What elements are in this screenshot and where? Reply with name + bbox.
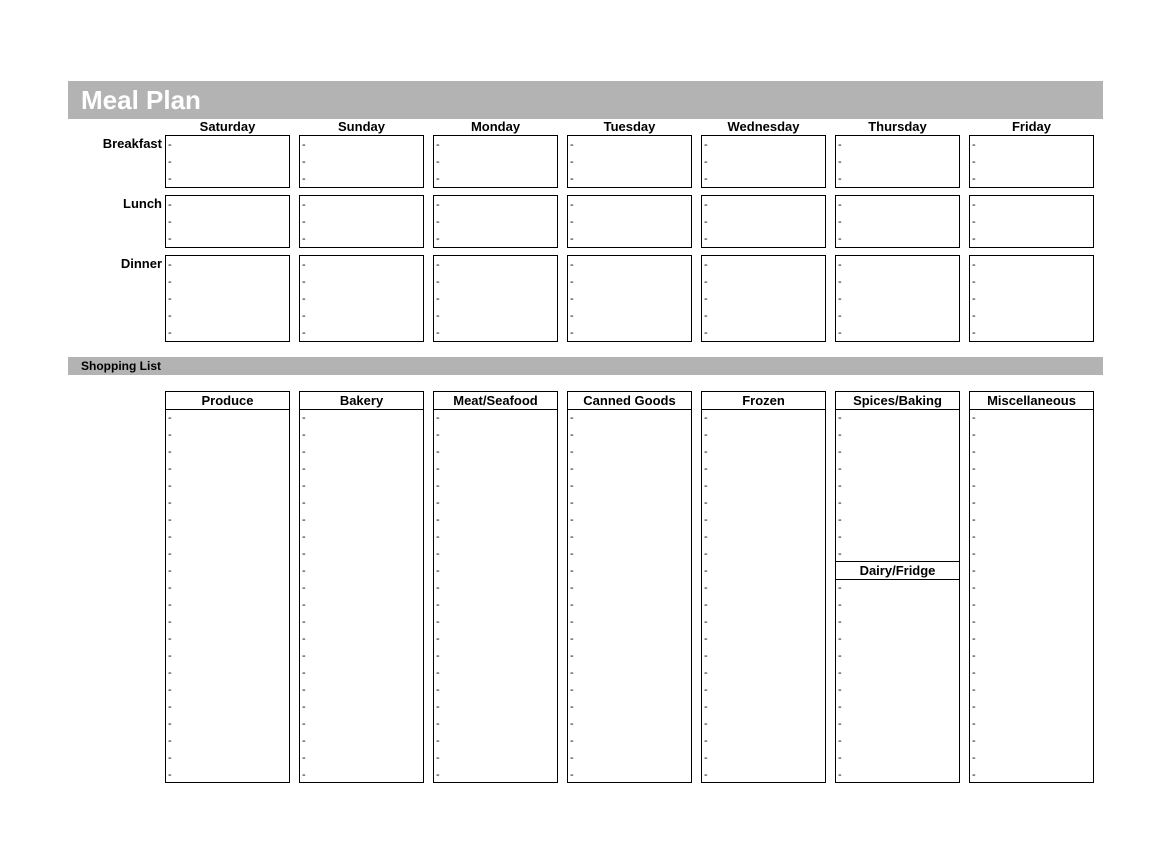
bullet-dash[interactable]: - [302, 446, 306, 458]
bullet-dash: - [704, 233, 708, 245]
bullet-dash[interactable]: - [168, 701, 172, 713]
bullet-dash[interactable]: - [972, 565, 976, 577]
shopping-column-header: Spices/Baking [836, 392, 959, 410]
bullet-dash: - [972, 293, 976, 305]
bullet-dash: - [436, 233, 440, 245]
bullet-dash[interactable]: - [838, 718, 842, 730]
bullet-dash[interactable]: - [838, 684, 842, 696]
bullet-dash[interactable]: - [838, 412, 842, 424]
bullet-dash[interactable]: - [570, 565, 574, 577]
bullet-dash[interactable]: - [570, 718, 574, 730]
bullet-dash[interactable]: - [436, 718, 440, 730]
bullet-dash[interactable]: - [704, 565, 708, 577]
bullet-dash[interactable]: - [168, 650, 172, 662]
bullet-dash: - [436, 259, 440, 271]
meal-cell-breakfast-thursday[interactable] [835, 135, 960, 188]
bullet-dash[interactable]: - [972, 412, 976, 424]
bullet-dash[interactable]: - [168, 497, 172, 509]
bullet-dash: - [704, 276, 708, 288]
bullet-dash: - [704, 173, 708, 185]
shopping-column-header: Miscellaneous [970, 392, 1093, 410]
bullet-dash: - [838, 173, 842, 185]
bullet-dash[interactable]: - [168, 463, 172, 475]
shopping-column-header: Produce [166, 392, 289, 410]
bullet-dash[interactable]: - [838, 548, 842, 560]
meal-cell-breakfast-saturday[interactable] [165, 135, 290, 188]
meal-label-dinner: Dinner [120, 256, 162, 271]
shopping-column-spices-baking [835, 391, 960, 783]
meal-cell-lunch-monday[interactable] [433, 195, 558, 248]
bullet-dash[interactable]: - [168, 582, 172, 594]
bullet-dash[interactable]: - [972, 616, 976, 628]
bullet-dash: - [570, 139, 574, 151]
bullet-dash: - [972, 327, 976, 339]
day-header-monday: Monday [470, 119, 521, 134]
bullet-dash[interactable]: - [168, 718, 172, 730]
bullet-dash: - [704, 199, 708, 211]
bullet-dash: - [570, 156, 574, 168]
bullet-dash[interactable]: - [302, 701, 306, 713]
bullet-dash[interactable]: - [972, 599, 976, 611]
shopping-column-header: Frozen [702, 392, 825, 410]
bullet-dash[interactable]: - [168, 752, 172, 764]
bullet-dash[interactable]: - [302, 718, 306, 730]
day-header-friday: Friday [1011, 119, 1051, 134]
bullet-dash[interactable]: - [704, 446, 708, 458]
bullet-dash[interactable]: - [704, 599, 708, 611]
bullet-dash[interactable]: - [436, 531, 440, 543]
day-header-wednesday: Wednesday [727, 119, 800, 134]
bullet-dash[interactable]: - [436, 412, 440, 424]
bullet-dash[interactable]: - [838, 446, 842, 458]
bullet-dash[interactable]: - [570, 480, 574, 492]
bullet-dash[interactable]: - [704, 412, 708, 424]
bullet-dash: - [972, 233, 976, 245]
bullet-dash: - [436, 327, 440, 339]
bullet-dash[interactable]: - [168, 633, 172, 645]
bullet-dash[interactable]: - [570, 599, 574, 611]
bullet-dash[interactable]: - [302, 650, 306, 662]
bullet-dash[interactable]: - [570, 548, 574, 560]
bullet-dash: - [168, 276, 172, 288]
meal-cell-breakfast-friday[interactable] [969, 135, 1094, 188]
bullet-dash: - [302, 156, 306, 168]
bullet-dash[interactable]: - [838, 429, 842, 441]
bullet-dash[interactable]: - [972, 429, 976, 441]
bullet-dash[interactable]: - [570, 412, 574, 424]
bullet-dash[interactable]: - [704, 684, 708, 696]
meal-label-lunch: Lunch [123, 196, 162, 211]
bullet-dash: - [302, 173, 306, 185]
bullet-dash[interactable]: - [972, 735, 976, 747]
bullet-dash[interactable]: - [302, 769, 306, 781]
bullet-dash: - [972, 139, 976, 151]
bullet-dash: - [436, 173, 440, 185]
bullet-dash: - [168, 310, 172, 322]
bullet-dash: - [972, 156, 976, 168]
bullet-dash: - [704, 216, 708, 228]
bullet-dash[interactable]: - [168, 735, 172, 747]
bullet-dash[interactable]: - [704, 616, 708, 628]
bullet-dash[interactable]: - [972, 480, 976, 492]
bullet-dash[interactable]: - [168, 429, 172, 441]
bullet-dash[interactable]: - [436, 735, 440, 747]
bullet-dash: - [972, 199, 976, 211]
meal-cell-dinner-wednesday[interactable] [701, 255, 826, 342]
bullet-dash: - [302, 259, 306, 271]
bullet-dash[interactable]: - [436, 582, 440, 594]
bullet-dash[interactable]: - [302, 633, 306, 645]
bullet-dash[interactable]: - [168, 599, 172, 611]
day-header-tuesday: Tuesday [603, 119, 656, 134]
bullet-dash: - [704, 156, 708, 168]
bullet-dash: - [436, 156, 440, 168]
bullet-dash[interactable]: - [168, 514, 172, 526]
shopping-column-produce [165, 391, 290, 783]
bullet-dash[interactable]: - [570, 735, 574, 747]
bullet-dash[interactable]: - [302, 565, 306, 577]
bullet-dash[interactable]: - [168, 565, 172, 577]
bullet-dash[interactable]: - [570, 616, 574, 628]
bullet-dash: - [436, 139, 440, 151]
bullet-dash[interactable]: - [704, 480, 708, 492]
bullet-dash: - [168, 259, 172, 271]
bullet-dash[interactable]: - [838, 752, 842, 764]
bullet-dash[interactable]: - [168, 480, 172, 492]
bullet-dash: - [972, 259, 976, 271]
bullet-dash[interactable]: - [972, 582, 976, 594]
bullet-dash[interactable]: - [838, 769, 842, 781]
shopping-column-miscellaneous [969, 391, 1094, 783]
bullet-dash[interactable]: - [168, 667, 172, 679]
bullet-dash: - [168, 139, 172, 151]
bullet-dash[interactable]: - [436, 633, 440, 645]
bullet-dash: - [436, 293, 440, 305]
bullet-dash: - [704, 259, 708, 271]
shopping-column-bakery [299, 391, 424, 783]
meal-cell-dinner-monday[interactable] [433, 255, 558, 342]
bullet-dash[interactable]: - [838, 667, 842, 679]
bullet-dash[interactable]: - [436, 565, 440, 577]
bullet-dash[interactable]: - [570, 531, 574, 543]
shopping-list-bar [68, 357, 1103, 375]
bullet-dash: - [838, 293, 842, 305]
bullet-dash: - [570, 293, 574, 305]
bullet-dash: - [302, 276, 306, 288]
bullet-dash[interactable]: - [972, 514, 976, 526]
bullet-dash[interactable]: - [168, 446, 172, 458]
bullet-dash[interactable]: - [302, 735, 306, 747]
bullet-dash: - [436, 276, 440, 288]
bullet-dash: - [570, 173, 574, 185]
bullet-dash[interactable]: - [704, 701, 708, 713]
bullet-dash: - [168, 173, 172, 185]
bullet-dash: - [972, 310, 976, 322]
bullet-dash[interactable]: - [168, 769, 172, 781]
bullet-dash[interactable]: - [436, 446, 440, 458]
bullet-dash[interactable]: - [436, 616, 440, 628]
bullet-dash[interactable]: - [570, 650, 574, 662]
page-title: Meal Plan [81, 85, 201, 115]
bullet-dash[interactable]: - [302, 429, 306, 441]
meal-cell-lunch-saturday[interactable] [165, 195, 290, 248]
bullet-dash[interactable]: - [972, 718, 976, 730]
bullet-dash[interactable]: - [168, 684, 172, 696]
bullet-dash[interactable]: - [838, 599, 842, 611]
bullet-dash[interactable]: - [972, 684, 976, 696]
bullet-dash[interactable]: - [302, 752, 306, 764]
bullet-dash[interactable]: - [704, 429, 708, 441]
bullet-dash: - [168, 327, 172, 339]
bullet-dash[interactable]: - [570, 429, 574, 441]
bullet-dash[interactable]: - [570, 752, 574, 764]
bullet-dash[interactable]: - [436, 497, 440, 509]
bullet-dash: - [570, 199, 574, 211]
day-header-thursday: Thursday [868, 119, 927, 134]
bullet-dash[interactable]: - [704, 514, 708, 526]
bullet-dash: - [436, 199, 440, 211]
bullet-dash[interactable]: - [838, 531, 842, 543]
bullet-dash[interactable]: - [838, 582, 842, 594]
bullet-dash[interactable]: - [436, 769, 440, 781]
bullet-dash: - [570, 259, 574, 271]
bullet-dash[interactable]: - [302, 548, 306, 560]
meal-cell-dinner-thursday[interactable] [835, 255, 960, 342]
bullet-dash[interactable]: - [570, 701, 574, 713]
bullet-dash[interactable]: - [972, 548, 976, 560]
bullet-dash: - [302, 327, 306, 339]
bullet-dash[interactable]: - [436, 684, 440, 696]
bullet-dash: - [838, 199, 842, 211]
bullet-dash: - [168, 233, 172, 245]
bullet-dash: - [972, 173, 976, 185]
bullet-dash[interactable]: - [972, 667, 976, 679]
bullet-dash[interactable]: - [704, 633, 708, 645]
bullet-dash[interactable]: - [302, 463, 306, 475]
bullet-dash[interactable]: - [570, 582, 574, 594]
bullet-dash[interactable]: - [972, 650, 976, 662]
bullet-dash[interactable]: - [704, 531, 708, 543]
bullet-dash[interactable]: - [302, 497, 306, 509]
meal-cell-lunch-wednesday[interactable] [701, 195, 826, 248]
bullet-dash: - [570, 233, 574, 245]
bullet-dash[interactable]: - [704, 582, 708, 594]
bullet-dash[interactable]: - [838, 633, 842, 645]
bullet-dash[interactable]: - [436, 463, 440, 475]
bullet-dash[interactable]: - [168, 412, 172, 424]
bullet-dash: - [302, 293, 306, 305]
bullet-dash[interactable]: - [972, 446, 976, 458]
bullet-dash[interactable]: - [436, 429, 440, 441]
bullet-dash: - [972, 216, 976, 228]
bullet-dash[interactable]: - [704, 667, 708, 679]
bullet-dash: - [838, 216, 842, 228]
meal-cell-breakfast-wednesday[interactable] [701, 135, 826, 188]
meal-cell-lunch-tuesday[interactable] [567, 195, 692, 248]
title-bar [68, 81, 1103, 119]
meal-cell-lunch-thursday[interactable] [835, 195, 960, 248]
bullet-dash[interactable]: - [838, 463, 842, 475]
bullet-dash[interactable]: - [168, 531, 172, 543]
shopping-column-header: Meat/Seafood [434, 392, 557, 410]
bullet-dash[interactable]: - [704, 497, 708, 509]
bullet-dash: - [302, 216, 306, 228]
bullet-dash[interactable]: - [972, 497, 976, 509]
bullet-dash[interactable]: - [838, 514, 842, 526]
bullet-dash[interactable]: - [302, 616, 306, 628]
bullet-dash[interactable]: - [570, 769, 574, 781]
bullet-dash[interactable]: - [436, 514, 440, 526]
bullet-dash: - [838, 233, 842, 245]
bullet-dash: - [570, 327, 574, 339]
bullet-dash[interactable]: - [302, 412, 306, 424]
bullet-dash[interactable]: - [436, 599, 440, 611]
bullet-dash[interactable]: - [436, 667, 440, 679]
shopping-column-canned-goods [567, 391, 692, 783]
day-header-saturday: Saturday [199, 119, 256, 134]
bullet-dash[interactable]: - [570, 463, 574, 475]
bullet-dash[interactable]: - [302, 599, 306, 611]
bullet-dash[interactable]: - [436, 548, 440, 560]
bullet-dash[interactable]: - [704, 650, 708, 662]
bullet-dash[interactable]: - [168, 616, 172, 628]
meal-cell-dinner-saturday[interactable] [165, 255, 290, 342]
bullet-dash[interactable]: - [570, 633, 574, 645]
bullet-dash: - [436, 216, 440, 228]
bullet-dash: - [302, 310, 306, 322]
bullet-dash[interactable]: - [436, 752, 440, 764]
bullet-dash[interactable]: - [972, 752, 976, 764]
bullet-dash: - [704, 327, 708, 339]
bullet-dash: - [838, 276, 842, 288]
bullet-dash[interactable]: - [972, 633, 976, 645]
bullet-dash: - [302, 139, 306, 151]
bullet-dash[interactable]: - [436, 650, 440, 662]
bullet-dash[interactable]: - [838, 480, 842, 492]
bullet-dash[interactable]: - [302, 582, 306, 594]
bullet-dash[interactable]: - [972, 531, 976, 543]
shopping-column-header: Canned Goods [568, 392, 691, 410]
bullet-dash[interactable]: - [302, 667, 306, 679]
shopping-column-meat-seafood [433, 391, 558, 783]
bullet-dash: - [168, 199, 172, 211]
bullet-dash[interactable]: - [704, 735, 708, 747]
bullet-dash[interactable]: - [972, 769, 976, 781]
bullet-dash[interactable]: - [704, 548, 708, 560]
bullet-dash[interactable]: - [704, 752, 708, 764]
shopping-list-title: Shopping List [81, 359, 161, 373]
bullet-dash[interactable]: - [704, 769, 708, 781]
bullet-dash[interactable]: - [302, 480, 306, 492]
bullet-dash[interactable]: - [570, 684, 574, 696]
bullet-dash: - [168, 293, 172, 305]
bullet-dash[interactable]: - [570, 667, 574, 679]
meal-cell-lunch-sunday[interactable] [299, 195, 424, 248]
meal-cell-dinner-sunday[interactable] [299, 255, 424, 342]
day-header-sunday: Sunday [338, 119, 385, 134]
bullet-dash: - [168, 156, 172, 168]
bullet-dash[interactable]: - [838, 497, 842, 509]
bullet-dash[interactable]: - [838, 616, 842, 628]
bullet-dash[interactable]: - [972, 701, 976, 713]
bullet-dash: - [838, 139, 842, 151]
bullet-dash[interactable]: - [570, 446, 574, 458]
bullet-dash: - [704, 310, 708, 322]
bullet-dash: - [838, 259, 842, 271]
bullet-dash: - [838, 327, 842, 339]
bullet-dash[interactable]: - [436, 701, 440, 713]
bullet-dash[interactable]: - [972, 463, 976, 475]
shopping-subheader-dairy-fridge: Dairy/Fridge [836, 561, 959, 580]
meal-cell-breakfast-sunday[interactable] [299, 135, 424, 188]
bullet-dash: - [838, 310, 842, 322]
meal-cell-breakfast-monday[interactable] [433, 135, 558, 188]
bullet-dash[interactable]: - [168, 548, 172, 560]
shopping-column-header: Bakery [300, 392, 423, 410]
bullet-dash[interactable]: - [704, 718, 708, 730]
meal-label-breakfast: Breakfast [102, 136, 162, 151]
bullet-dash: - [570, 276, 574, 288]
shopping-column-frozen [701, 391, 826, 783]
bullet-dash: - [838, 156, 842, 168]
bullet-dash[interactable]: - [436, 480, 440, 492]
bullet-dash: - [302, 233, 306, 245]
bullet-dash[interactable]: - [302, 531, 306, 543]
bullet-dash[interactable]: - [704, 463, 708, 475]
bullet-dash[interactable]: - [570, 497, 574, 509]
bullet-dash: - [570, 216, 574, 228]
bullet-dash: - [168, 216, 172, 228]
bullet-dash: - [570, 310, 574, 322]
bullet-dash: - [302, 199, 306, 211]
bullet-dash[interactable]: - [838, 650, 842, 662]
bullet-dash: - [704, 139, 708, 151]
meal-cell-dinner-tuesday[interactable] [567, 255, 692, 342]
bullet-dash[interactable]: - [838, 701, 842, 713]
bullet-dash: - [436, 310, 440, 322]
bullet-dash[interactable]: - [302, 684, 306, 696]
meal-cell-breakfast-tuesday[interactable] [567, 135, 692, 188]
bullet-dash[interactable]: - [838, 735, 842, 747]
meal-cell-lunch-friday[interactable] [969, 195, 1094, 248]
bullet-dash[interactable]: - [570, 514, 574, 526]
bullet-dash[interactable]: - [302, 514, 306, 526]
bullet-dash: - [704, 293, 708, 305]
meal-cell-dinner-friday[interactable] [969, 255, 1094, 342]
bullet-dash: - [972, 276, 976, 288]
